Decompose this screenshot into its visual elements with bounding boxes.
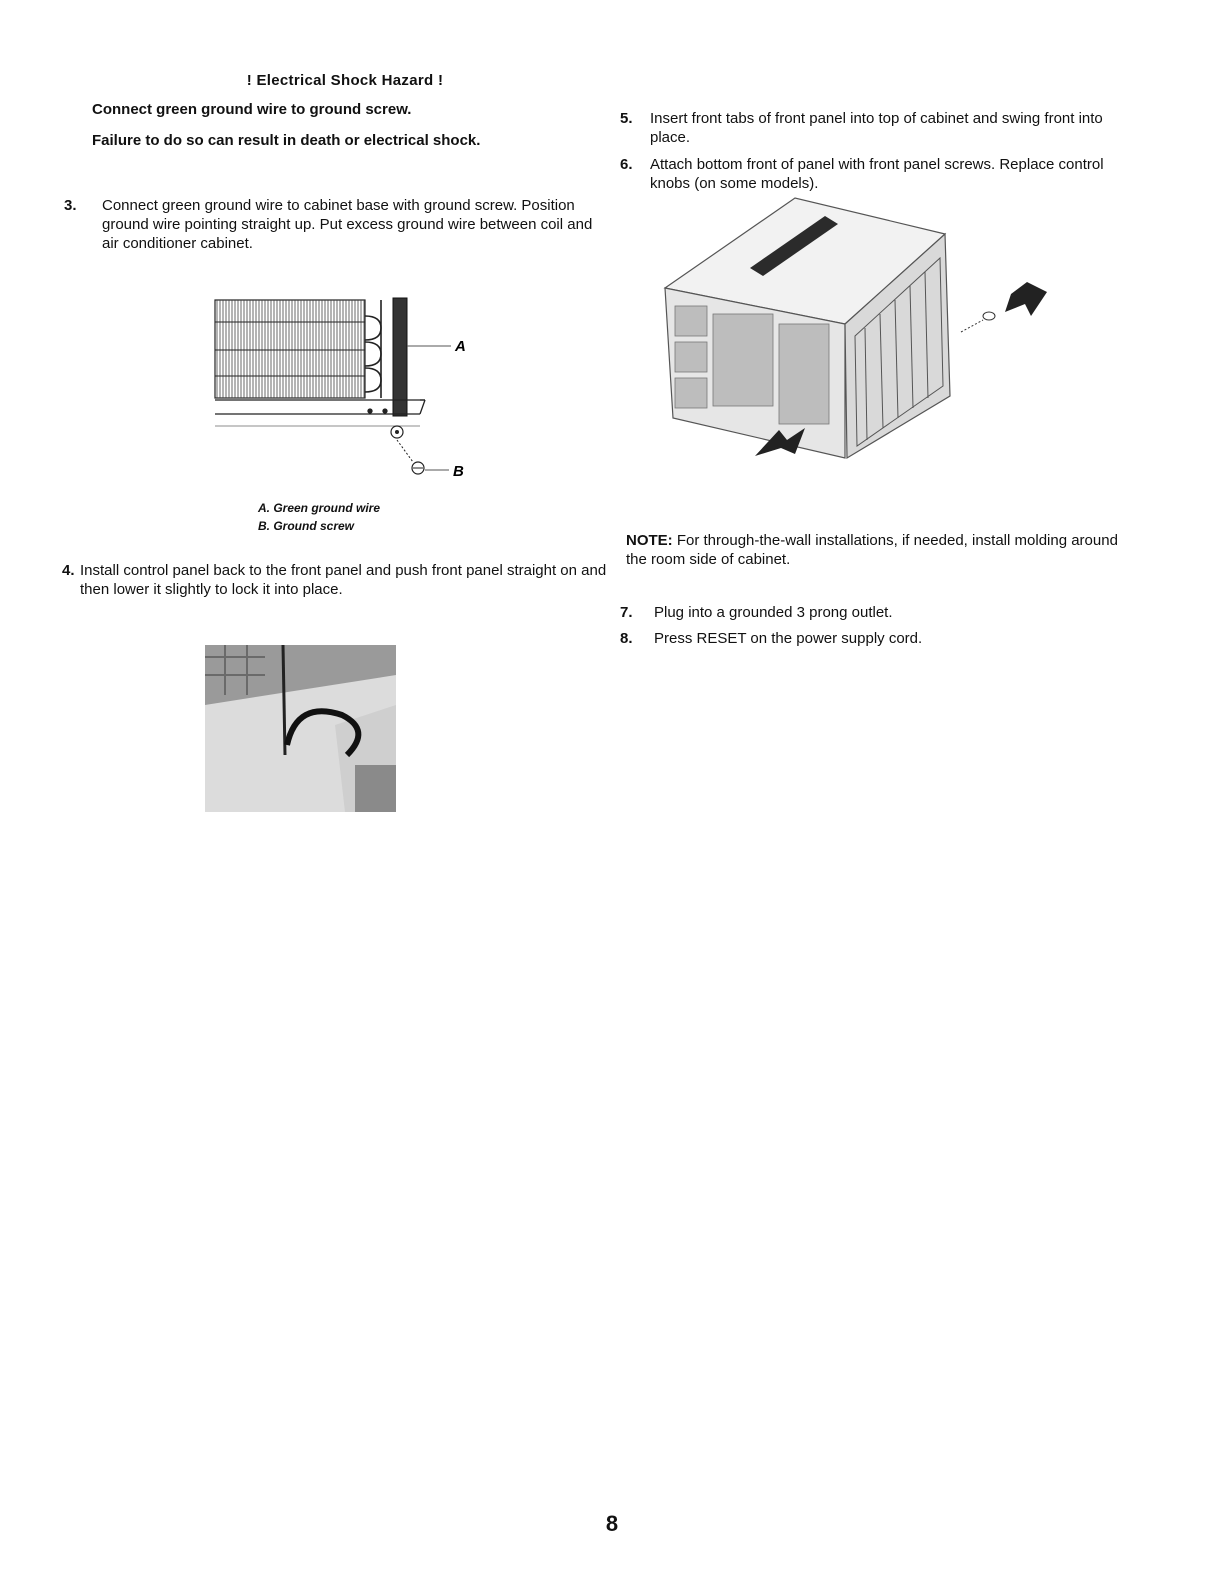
step-5-text: Insert front tabs of front panel into top of cabinet and swing front into place. (650, 110, 1103, 146)
step-6-number: 6. (620, 156, 633, 173)
label-b: B (453, 463, 464, 480)
antenna-wire (283, 645, 285, 755)
step-6 (620, 155, 1135, 195)
coil-tubes (365, 300, 381, 398)
warning-line-1: Connect green ground wire to ground screw. (92, 101, 412, 118)
step-8 (620, 629, 1135, 649)
control-panel-photo (205, 645, 396, 812)
warning-title: ! Electrical Shock Hazard ! (246, 72, 444, 89)
green-ground-wire (393, 298, 407, 416)
note-label: NOTE: (626, 532, 673, 549)
page-number: 8 (605, 1511, 619, 1536)
arrow-icon (1005, 282, 1047, 316)
step-5-number: 5. (620, 110, 633, 127)
step-5 (620, 109, 1135, 149)
step-4-number: 4. (62, 562, 75, 579)
step-6-text: Attach bottom front of panel with front panel screws. Replace control knobs (on some models). (650, 156, 1104, 192)
caption-a: A. Green ground wire (258, 501, 381, 515)
step-4 (62, 561, 614, 603)
step-4-text: Install control panel back to the front panel and push front panel straight on and then lower it slightly to lock it into place. (80, 562, 607, 598)
ground-wire-diagram (205, 292, 480, 487)
step-7-number: 7. (620, 604, 633, 621)
label-a: A (455, 338, 466, 355)
caption-b: B. Ground screw (258, 519, 355, 533)
step-3 (64, 196, 612, 258)
step-3-text: Connect green ground wire to cabinet base with ground screw. Position ground wire pointing straight up. Put excess ground wire between coil and air conditioner cabinet. (102, 197, 593, 252)
step-8-number: 8. (620, 630, 633, 647)
ground-screw (391, 426, 424, 474)
coil-fins (215, 300, 365, 398)
step-7 (620, 603, 1135, 623)
air-conditioner-illustration (655, 196, 1055, 466)
step-7-text: Plug into a grounded 3 prong outlet. (654, 604, 893, 621)
front-panel-screw (961, 312, 995, 332)
warning-line-2: Failure to do so can result in death or electrical shock. (92, 132, 481, 149)
note-text: For through-the-wall installations, if needed, install molding around the room side of cabinet. (626, 532, 1118, 568)
note (626, 531, 1126, 571)
step-3-number: 3. (64, 197, 77, 214)
side-louvers (675, 306, 829, 424)
step-8-text: Press RESET on the power supply cord. (654, 630, 923, 647)
